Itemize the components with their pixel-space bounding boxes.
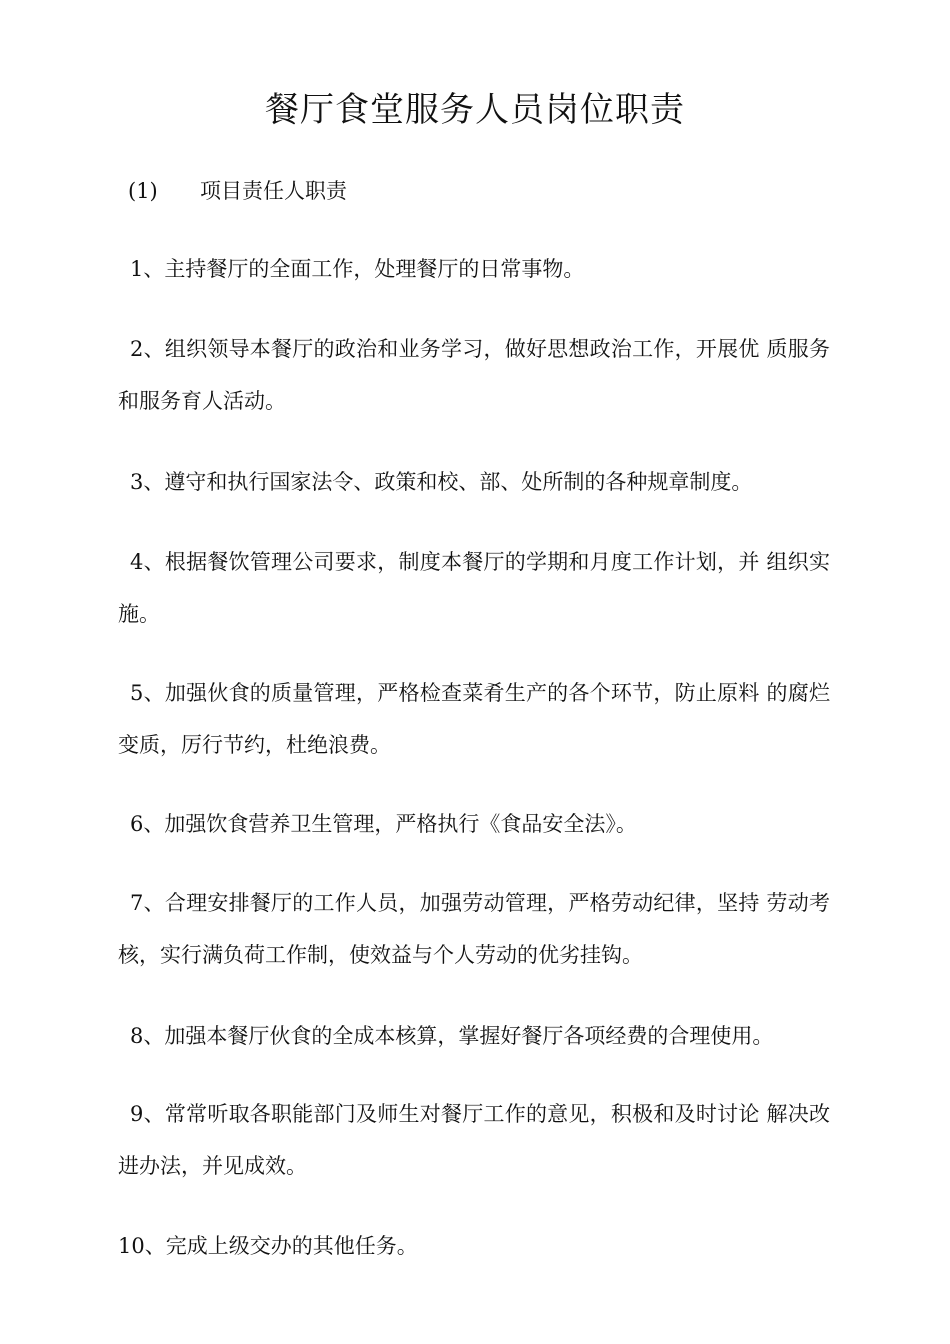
section-heading-text: 项目责任人职责 bbox=[200, 179, 347, 203]
duty-item-8 bbox=[118, 1010, 830, 1062]
duty-item-text: 4、根据餐饮管理公司要求，制度本餐厅的学期和月度工作计划，并 组织实施。 bbox=[118, 550, 830, 626]
duty-item-text: 2、组织领导本餐厅的政治和业务学习，做好思想政治工作，开展优 质服务和服务育人活动。 bbox=[118, 337, 830, 413]
duty-item-9 bbox=[118, 1088, 830, 1192]
document-title: 餐厅食堂服务人员岗位职责 bbox=[265, 90, 685, 130]
duty-item-7 bbox=[118, 877, 830, 981]
duty-item-text: 7、合理安排餐厅的工作人员，加强劳动管理，严格劳动纪律，坚持 劳动考核，实行满负荷工作制，使效益与个人劳动的优劣挂钩。 bbox=[118, 891, 830, 967]
duty-item-text: 3、遵守和执行国家法令、政策和校、部、处所制的各种规章制度。 bbox=[130, 470, 753, 494]
duty-item-1 bbox=[118, 243, 830, 295]
duty-item-text: 1、主持餐厅的全面工作，处理餐厅的日常事物。 bbox=[130, 257, 585, 281]
section-number: (1) bbox=[128, 179, 158, 203]
duty-item-6 bbox=[118, 798, 830, 850]
section-heading bbox=[128, 176, 347, 206]
duty-item-4 bbox=[118, 536, 830, 640]
duty-item-text: 8、加强本餐厅伙食的全成本核算，掌握好餐厅各项经费的合理使用。 bbox=[130, 1024, 774, 1048]
duty-item-text: 5、加强伙食的质量管理，严格检查菜肴生产的各个环节，防止原料 的腐烂变质，厉行节约，杜绝浪费。 bbox=[118, 681, 830, 757]
duty-item-text: 10、完成上级交办的其他任务。 bbox=[118, 1234, 418, 1258]
duty-item-10 bbox=[118, 1220, 830, 1272]
duty-item-5 bbox=[118, 667, 830, 771]
duty-item-2 bbox=[118, 323, 830, 427]
duty-item-text: 9、常常听取各职能部门及师生对餐厅工作的意见，积极和及时讨论 解决改进办法，并见成效。 bbox=[118, 1102, 830, 1178]
duty-item-3 bbox=[118, 456, 830, 508]
duty-item-text: 6、加强饮食营养卫生管理，严格执行《食品安全法》。 bbox=[130, 812, 637, 836]
